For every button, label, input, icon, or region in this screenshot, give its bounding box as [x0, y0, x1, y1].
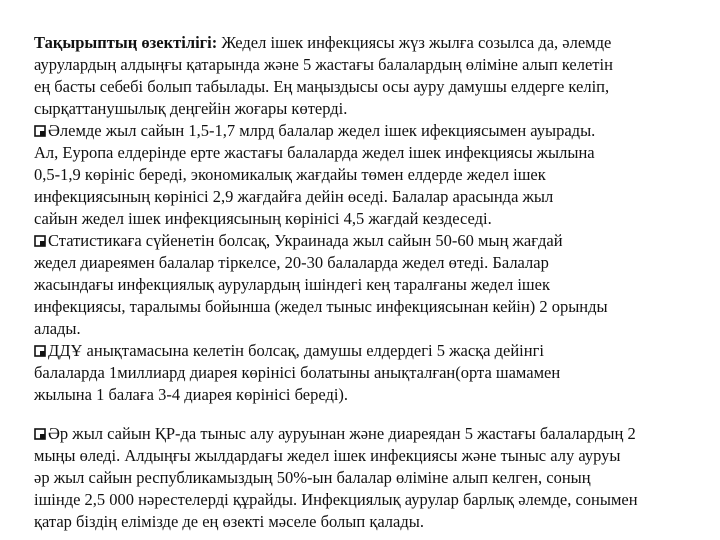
- bullet-line: инфекциясы, таралымы бойынша (жедел тыныс инфекциясынан кейін) 2 орынды: [34, 297, 608, 316]
- intro-line: [34, 32, 694, 54]
- bullet-line: жасындағы инфекциялық аурулардың ішіндегі кең таралғаны жедел ішек: [34, 275, 550, 294]
- intro-line: сырқаттанушылық деңгейін жоғары көтерді.: [34, 99, 348, 118]
- bullet-line: жылына 1 балаға 3-4 диарея көрінісі береді).: [34, 385, 349, 404]
- bullet-paragraph: [34, 230, 694, 340]
- intro-first-line-text: Жедел ішек инфекциясы жүз жылға созылса да, әлемде: [217, 33, 612, 52]
- bullet-text: Әлемде жыл сайын 1,5-1,7 млрд балалар жедел ішек ифекциясымен ауырады.: [48, 121, 596, 140]
- intro-heading: Тақырыптың өзектілігі:: [34, 33, 218, 52]
- bullet-line: инфекциясының көрінісі 2,9 жағдайға дейін өседі. Балалар арасында жыл: [34, 187, 554, 206]
- bullet-text: Статистикаға сүйенетін болсақ, Украинада жыл сайын 50-60 мың жағдай: [48, 231, 563, 250]
- bullet-line: Ал, Еуропа елдерінде ерте жастағы балаларда жедел ішек инфекциясы жылына: [34, 143, 595, 162]
- bullet-line: қатар біздің елімізде де ең өзекті мәселе болып қалады.: [34, 512, 424, 531]
- bullet-line: [34, 423, 694, 445]
- bullet-paragraph: [34, 120, 694, 230]
- bullet-line: [34, 340, 694, 362]
- square-bullet-icon: [34, 235, 47, 247]
- square-bullet-icon: [34, 125, 47, 137]
- bullet-text: Әр жыл сайын ҚР-да тыныс алу ауруынан және диареядан 5 жастағы балалардың 2: [48, 424, 636, 443]
- intro-line: ең басты себебі болып табылады. Ең маңыздысы осы ауру дамушы елдерге келіп,: [34, 77, 610, 96]
- square-bullet-icon: [34, 345, 47, 357]
- bullet-line: [34, 120, 694, 142]
- bullet-text: ДДҰ анықтамасына келетін болсақ, дамушы елдердегі 5 жасқа дейінгі: [48, 341, 544, 360]
- bullet-paragraph: [34, 340, 694, 406]
- bullet-line: жедел диареямен балалар тіркелсе, 20-30 балаларда жедел өтеді. Балалар: [34, 253, 549, 272]
- bullet-line: [34, 230, 694, 252]
- bullet-line: мыңы өледі. Алдыңғы жылдардағы жедел ішек инфекциясы және тыныс алу ауруы: [34, 446, 621, 465]
- bullet-line: 0,5-1,9 көрініс береді, экономикалық жағдайы төмен елдерде жедел ішек: [34, 165, 546, 184]
- bullet-line: әр жыл сайын республикамыздың 50%-ын балалар өліміне алып келген, соның: [34, 468, 591, 487]
- bullet-line: алады.: [34, 319, 81, 338]
- intro-paragraph: [34, 32, 694, 120]
- bullet-line: сайын жедел ішек инфекциясының көрінісі 4,5 жағдай кездеседі.: [34, 209, 492, 228]
- square-bullet-icon: [34, 428, 47, 440]
- bullet-paragraph: [34, 423, 694, 533]
- bullet-line: балаларда 1миллиард диарея көрінісі болатыны анықталған(орта шамамен: [34, 363, 561, 382]
- bullet-line: ішінде 2,5 000 нәрестелерді құрайды. Инфекциялық аурулар барлық әлемде, сонымен: [34, 490, 638, 509]
- intro-line: аурулардың алдыңғы қатарында және 5 жастағы балалардың өліміне алып келетін: [34, 55, 613, 74]
